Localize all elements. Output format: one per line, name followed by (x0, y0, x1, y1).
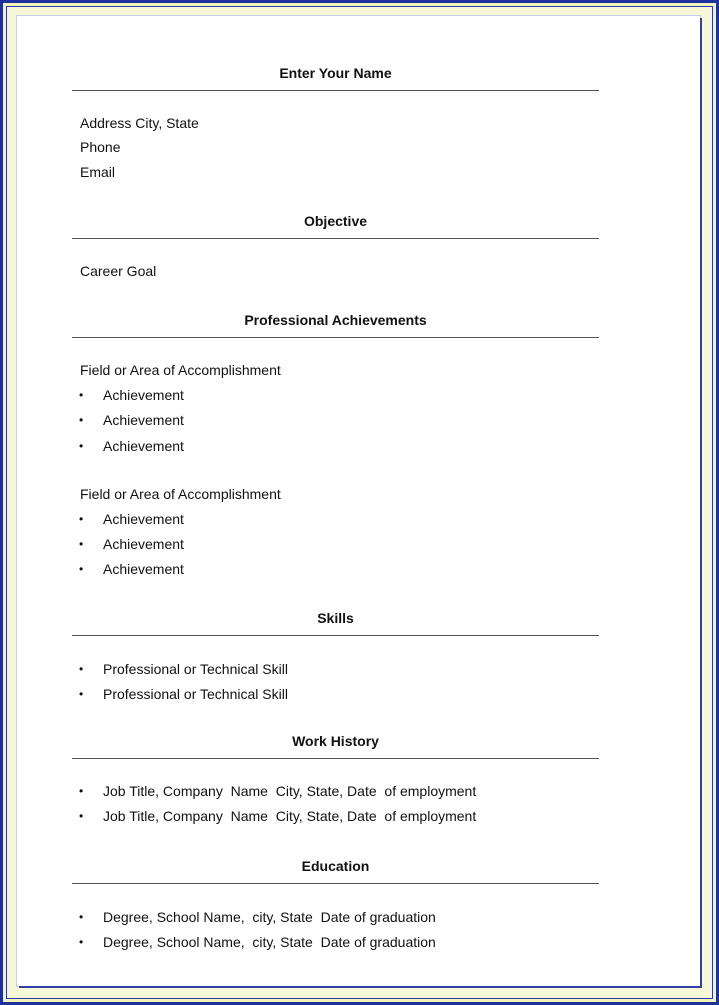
divider (72, 90, 599, 91)
bullet-icon: • (79, 413, 84, 427)
work-history-item: Job Title, Company Name City, State, Date of employment (103, 808, 477, 824)
bullet-icon: • (79, 512, 84, 526)
divider (72, 883, 599, 884)
divider (72, 758, 599, 759)
divider (72, 635, 599, 636)
skill-item: Professional or Technical Skill (103, 686, 288, 702)
career-goal-line: Career Goal (80, 263, 157, 279)
accomplishment-field: Field or Area of Accomplishment (80, 362, 281, 378)
objective-heading: Objective (303, 213, 368, 229)
bullet-icon: • (79, 910, 84, 924)
achievement-item: Achievement (103, 536, 184, 552)
education-item: Degree, School Name, city, State Date of graduation (103, 934, 436, 950)
bullet-icon: • (79, 562, 84, 576)
divider (72, 337, 599, 338)
achievement-item: Achievement (103, 561, 184, 577)
skills-heading: Skills (317, 610, 354, 626)
email-line: Email (80, 164, 116, 180)
bullet-icon: • (79, 662, 84, 676)
bullet-icon: • (79, 935, 84, 949)
accomplishment-field: Field or Area of Accomplishment (80, 486, 281, 502)
skill-item: Professional or Technical Skill (103, 661, 288, 677)
bullet-icon: • (79, 809, 84, 823)
work-history-heading: Work History (292, 733, 379, 749)
name-heading: Enter Your Name (279, 65, 392, 81)
bullet-icon: • (79, 439, 84, 453)
address-line: Address City, State (80, 115, 199, 131)
education-heading: Education (301, 858, 370, 874)
achievement-item: Achievement (103, 412, 184, 428)
education-item: Degree, School Name, city, State Date of graduation (103, 909, 436, 925)
bullet-icon: • (79, 687, 84, 701)
achievement-item: Achievement (103, 387, 184, 403)
achievement-item: Achievement (103, 511, 184, 527)
divider (72, 238, 599, 239)
bullet-icon: • (79, 537, 84, 551)
phone-line: Phone (80, 139, 121, 155)
bullet-icon: • (79, 784, 84, 798)
achievements-heading: Professional Achievements (244, 312, 427, 328)
work-history-item: Job Title, Company Name City, State, Date of employment (103, 783, 477, 799)
bullet-icon: • (79, 388, 84, 402)
achievement-item: Achievement (103, 438, 184, 454)
